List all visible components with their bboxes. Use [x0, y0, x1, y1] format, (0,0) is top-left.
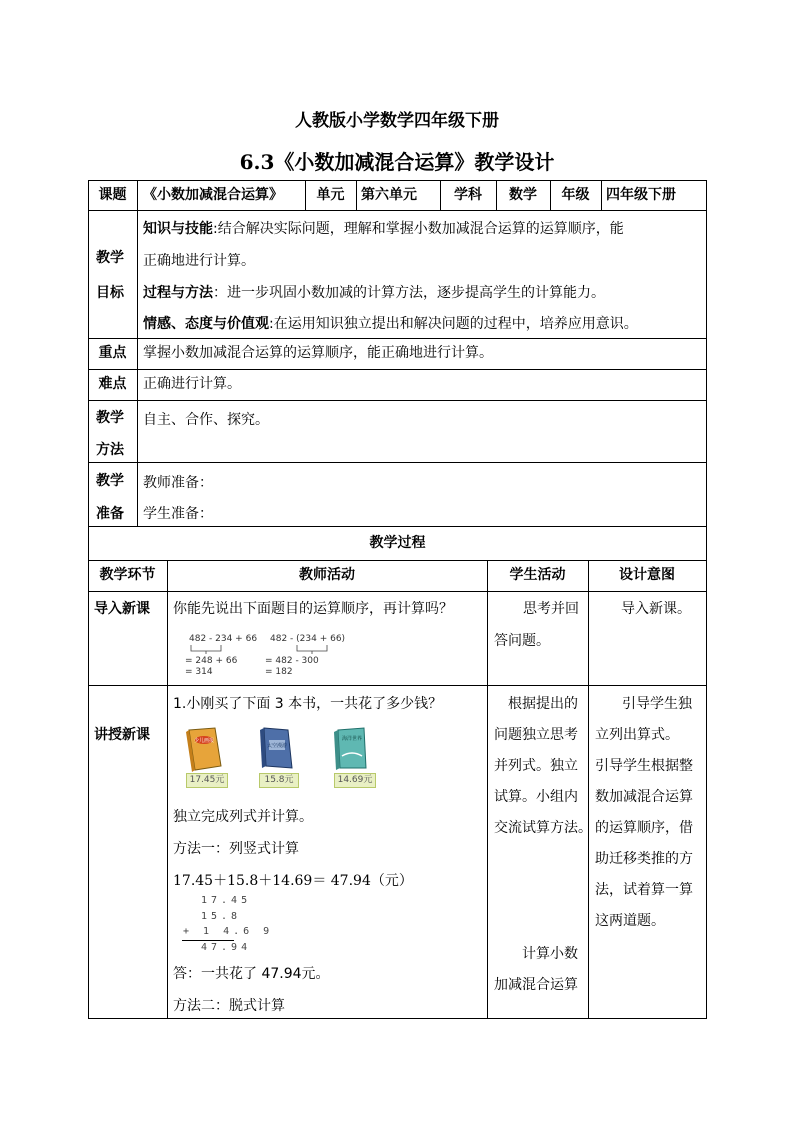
lesson-student-3: 试算。小组内	[494, 789, 578, 805]
vcalc-row2: 15.8	[201, 911, 242, 922]
intro-intent: 导入新课。	[621, 601, 691, 617]
intro-question: 你能先说出下面题目的运算顺序，再计算吗？	[173, 601, 453, 617]
goal-knowledge-label: 知识与技能	[143, 221, 213, 237]
prep-teacher: 教师准备：	[143, 475, 213, 491]
expr2: 482 - (234 + 66)	[270, 634, 346, 644]
vcalc-row4: 47.94	[201, 942, 252, 953]
lesson-student-4: 交流试算方法。	[494, 820, 592, 836]
difficulty-text: 正确进行计算。	[143, 376, 241, 392]
book3-price: 14.69元	[334, 773, 376, 788]
difficulty-label: 难点	[98, 376, 127, 392]
col-header-stage: 教学环节	[99, 567, 156, 583]
lesson-method1: 方法一：列竖式计算	[173, 841, 299, 857]
discipline-label: 学科	[454, 187, 482, 203]
expr1-bracket-icon	[188, 643, 248, 655]
unit-label: 单元	[316, 187, 345, 203]
col-header-student: 学生活动	[509, 567, 566, 583]
expr1: 482 - 234 + 66	[189, 634, 258, 644]
intro-student-1: 思考并回	[523, 601, 579, 617]
method-text: 自主、合作、探究。	[143, 412, 269, 428]
lesson-intent-5: 助迁移类推的方	[595, 851, 693, 867]
lesson-intent-7: 这两道题。	[595, 913, 665, 929]
lesson-intent-0: 引导学生独	[622, 696, 692, 712]
method-label-2: 方法	[96, 442, 124, 458]
grade-label: 年级	[561, 187, 590, 203]
book-taikong-manyou	[258, 726, 298, 774]
goal-emotion-label: 情感、态度与价值观	[143, 316, 269, 332]
expr2-step2: = 182	[265, 667, 293, 677]
expr2-bracket-icon	[294, 643, 334, 655]
lesson-student-0: 根据提出的	[508, 696, 578, 712]
intro-student-2: 答问题。	[494, 633, 550, 649]
prep-label-2: 准备	[96, 506, 124, 522]
book2-price: 15.8元	[259, 773, 299, 788]
prep-label-1: 教学	[96, 473, 124, 489]
book3-label: 海洋世界	[341, 736, 363, 742]
lesson-intent-3: 数加减混合运算	[595, 789, 693, 805]
lesson-student-6: 加减混合运算	[494, 977, 578, 993]
goal-knowledge-text-2: 正确地进行计算。	[143, 253, 255, 269]
method-label-1: 教学	[96, 410, 124, 426]
goal-process-label: 过程与方法	[143, 285, 213, 301]
discipline-value: 数学	[509, 187, 537, 203]
col-header-teacher: 教师活动	[299, 567, 355, 583]
lesson-independent: 独立完成列式并计算。	[173, 809, 313, 825]
unit-value: 第六单元	[361, 187, 417, 203]
expr1-step1: = 248 + 66	[185, 656, 238, 666]
subject-title-label: 课题	[98, 187, 127, 203]
grade-value: 四年级下册	[606, 187, 676, 203]
goal-knowledge	[143, 218, 624, 238]
vcalc-row1: 17.45	[201, 895, 252, 906]
expr2-step1: = 482 - 300	[265, 656, 319, 666]
lesson-intent-2: 引导学生根据整	[595, 758, 693, 774]
lesson-stage: 讲授新课	[94, 727, 150, 743]
lesson-answer: 答：一共花了 47.94元。	[173, 966, 330, 982]
book1-label: 少儿画报	[193, 738, 215, 744]
lesson-student-5: 计算小数	[522, 946, 578, 962]
lesson-student-1: 问题独立思考	[494, 727, 578, 743]
goal-emotion	[143, 313, 638, 333]
lesson-student-2: 并列式。独立	[494, 758, 578, 774]
process-section-title: 教学过程	[369, 535, 426, 551]
goal-knowledge-text: :结合解决实际问题，理解和掌握小数加减混合运算的运算顺序，能	[213, 221, 624, 237]
goal-emotion-text: :在运用知识独立提出和解决问题的过程中，培养应用意识。	[269, 316, 638, 332]
book2-label: 太空漫游	[266, 743, 288, 749]
lesson-intent-1: 立列出算式。	[595, 727, 679, 743]
goals-label-2: 目标	[96, 285, 124, 301]
book-haiyang-shijie	[332, 726, 372, 774]
document-title: 人教版小学数学四年级下册	[295, 111, 499, 131]
lesson-question-1: 1.小刚买了下面 3 本书，一共花了多少钱？	[173, 696, 443, 712]
goal-process	[143, 282, 605, 302]
prep-student: 学生准备：	[143, 506, 213, 522]
book-shaoer-huabao	[185, 726, 225, 774]
key-point-label: 重点	[98, 345, 127, 361]
goals-label-1: 教学	[96, 250, 124, 266]
subject-title-value: 《小数加减混合运算》	[143, 187, 283, 203]
goal-process-text: ：进一步巩固小数加减的计算方法，逐步提高学生的计算能力。	[213, 285, 605, 301]
intro-stage: 导入新课	[94, 601, 150, 617]
expr1-step2: = 314	[185, 667, 213, 677]
document-subtitle: 6.3《小数加减混合运算》教学设计	[239, 150, 555, 174]
lesson-intent-4: 的运算顺序，借	[595, 820, 693, 836]
vcalc-sum-line	[182, 940, 234, 941]
lesson-equation: 17.45＋15.8＋14.69＝ 47.94（元）	[173, 873, 413, 889]
lesson-method2: 方法二：脱式计算	[173, 998, 285, 1014]
vcalc-row3: + 1 4.6 9	[183, 926, 274, 937]
col-header-intent: 设计意图	[619, 567, 675, 583]
lesson-intent-6: 法，试着算一算	[595, 882, 693, 898]
book1-price: 17.45元	[186, 773, 228, 788]
key-point-text: 掌握小数加减混合运算的运算顺序，能正确地进行计算。	[143, 345, 493, 361]
